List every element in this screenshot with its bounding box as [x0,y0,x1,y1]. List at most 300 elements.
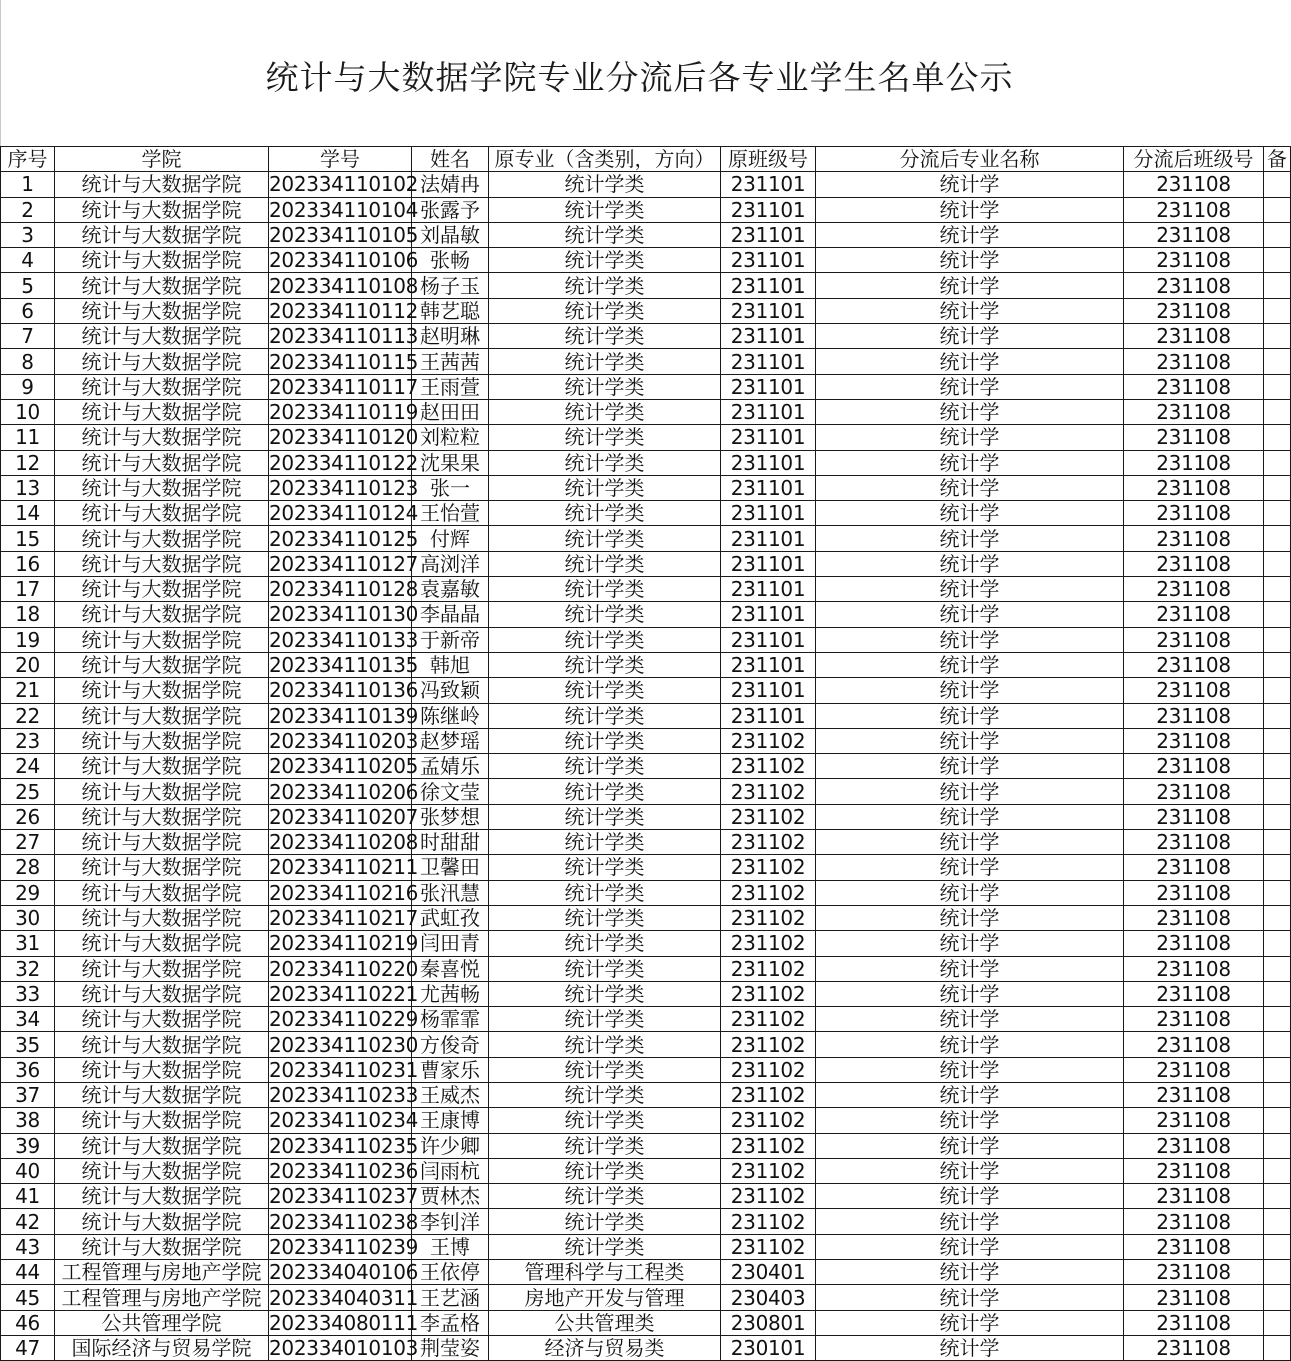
student-list-table [0,146,1291,1361]
table-cell: 20 [1,652,55,677]
header-cell: 学号 [269,147,412,172]
table-cell: 统计学 [816,273,1124,298]
table-cell: 43 [1,1234,55,1259]
table-cell: 统计学 [816,981,1124,1006]
table-cell: 4 [1,248,55,273]
table-cell: 10 [1,399,55,424]
table-cell: 231108 [1124,1335,1264,1360]
table-cell: 统计学 [816,728,1124,753]
table-cell: 231101 [721,172,816,197]
table-cell: 统计与大数据学院 [55,804,269,829]
table-cell: 202334110120 [269,425,419,450]
table-cell: 统计学 [816,1057,1124,1082]
table-cell: 231108 [1124,1007,1264,1032]
table-cell: 33 [1,981,55,1006]
table-cell: 21 [1,678,55,703]
table-cell [1264,1310,1291,1335]
table-cell: 231101 [721,602,816,627]
header-cell: 分流后班级号 [1124,147,1264,172]
table-cell: 统计学 [816,703,1124,728]
table-cell: 231102 [721,855,816,880]
table-cell: 统计与大数据学院 [55,248,269,273]
table-cell [1264,855,1291,880]
table-cell: 202334110203 [269,728,419,753]
table-cell: 统计与大数据学院 [55,1234,269,1259]
table-cell [1264,602,1291,627]
table-cell: 国际经济与贸易学院 [55,1335,269,1360]
table-cell [1264,830,1291,855]
table-row [1,273,1291,298]
table-cell: 231108 [1124,754,1264,779]
table-cell: 231101 [721,374,816,399]
table-cell: 统计学 [816,1260,1124,1285]
table-cell: 202334110206 [269,779,419,804]
table-cell: 统计学类 [489,678,721,703]
table-cell: 统计与大数据学院 [55,728,269,753]
table-cell: 张畅 [412,248,489,273]
table-cell: 202334110106 [269,248,419,273]
table-cell: 统计学 [816,627,1124,652]
table-cell: 231101 [721,248,816,273]
table-cell: 202334110229 [269,1007,419,1032]
table-cell [1264,931,1291,956]
table-cell: 231101 [721,501,816,526]
table-cell: 231102 [721,905,816,930]
table-cell: 徐文莹 [412,779,489,804]
table-cell: 法婧冉 [412,172,489,197]
table-cell: 统计与大数据学院 [55,1158,269,1183]
table-cell: 统计与大数据学院 [55,298,269,323]
table-cell: 231108 [1124,678,1264,703]
table-row [1,1082,1291,1107]
table-cell: 统计与大数据学院 [55,1184,269,1209]
table-cell: 统计学 [816,1032,1124,1057]
table-cell: 202334110231 [269,1057,419,1082]
table-cell: 统计与大数据学院 [55,1057,269,1082]
table-cell: 统计学 [816,880,1124,905]
table-cell [1264,1007,1291,1032]
table-cell: 李晶晶 [412,602,489,627]
table-row [1,1260,1291,1285]
table-cell: 202334110119 [269,400,419,425]
table-cell: 刘粒粒 [412,425,489,450]
table-cell: 秦喜悦 [412,956,489,981]
table-cell: 202334080111 [269,1310,419,1335]
table-cell [1264,526,1291,551]
table-row [1,551,1291,576]
table-cell: 231108 [1124,273,1264,298]
table-cell: 6 [1,298,55,323]
table-cell: 房地产开发与管理 [489,1285,721,1310]
table-cell: 统计学 [816,551,1124,576]
table-cell [1264,1158,1291,1183]
table-cell: 统计学类 [489,652,721,677]
table-cell: 王康博 [412,1108,489,1133]
table-cell: 231108 [1124,855,1264,880]
table-cell: 231108 [1124,1209,1264,1234]
table-row [1,399,1291,424]
table-cell: 231108 [1124,728,1264,753]
table-cell: 231108 [1124,374,1264,399]
table-cell [1264,1209,1291,1234]
table-cell: 统计学 [816,248,1124,273]
table-cell: 231101 [721,703,816,728]
table-cell: 44 [1,1260,55,1285]
table-cell: 统计学类 [489,779,721,804]
table-cell: 18 [1,602,55,627]
table-cell: 15 [1,526,55,551]
table-cell: 统计学 [816,349,1124,374]
table-cell: 231108 [1124,450,1264,475]
table-cell: 统计学 [816,1285,1124,1310]
table-cell: 统计与大数据学院 [55,905,269,930]
table-cell: 231101 [721,399,816,424]
table-cell: 统计学 [816,1133,1124,1158]
table-row [1,172,1291,197]
table-cell: 统计与大数据学院 [55,273,269,298]
table-cell: 统计学 [816,956,1124,981]
table-cell: 34 [1,1007,55,1032]
table-row [1,197,1291,222]
table-cell: 231102 [721,1032,816,1057]
table-cell: 袁嘉敏 [412,577,489,602]
table-cell: 统计学类 [489,1184,721,1209]
table-cell: 231101 [721,526,816,551]
table-cell: 202334110108 [269,273,419,298]
table-cell: 时甜甜 [412,830,489,855]
table-cell: 231108 [1124,703,1264,728]
table-row [1,779,1291,804]
table-cell: 26 [1,804,55,829]
table-cell [1264,1082,1291,1107]
table-row [1,298,1291,323]
table-cell [1264,425,1291,450]
table-cell: 统计与大数据学院 [55,324,269,349]
table-row [1,880,1291,905]
table-row [1,905,1291,930]
table-cell: 统计学 [816,1184,1124,1209]
table-cell: 24 [1,754,55,779]
table-cell: 统计与大数据学院 [55,830,269,855]
table-cell: 231108 [1124,324,1264,349]
table-cell: 统计学类 [489,855,721,880]
table-cell: 统计学类 [489,1082,721,1107]
table-cell: 统计学 [816,652,1124,677]
table-cell: 于新帝 [412,627,489,652]
table-cell: 9 [1,374,55,399]
table-cell: 统计学类 [489,450,721,475]
table-cell: 202334040106 [269,1260,419,1285]
table-cell: 231101 [721,475,816,500]
table-cell: 统计学类 [489,222,721,247]
table-row [1,1234,1291,1259]
table-cell: 方俊奇 [412,1032,489,1057]
table-cell: 231108 [1124,298,1264,323]
table-cell: 统计学 [816,501,1124,526]
table-cell [1264,703,1291,728]
table-cell: 统计与大数据学院 [55,1007,269,1032]
table-cell: 统计学 [816,905,1124,930]
table-cell: 202334110112 [269,298,419,323]
table-cell: 统计学类 [489,577,721,602]
table-cell: 231108 [1124,222,1264,247]
header-cell: 姓名 [412,147,489,172]
table-cell: 231101 [721,273,816,298]
table-cell: 231108 [1124,804,1264,829]
table-cell: 统计学类 [489,956,721,981]
table-cell: 统计学 [816,172,1124,197]
table-cell: 统计学类 [489,602,721,627]
table-cell: 统计学类 [489,526,721,551]
table-cell: 统计与大数据学院 [55,501,269,526]
table-row [1,349,1291,374]
table-cell: 统计学 [816,602,1124,627]
table-cell: 202334110128 [269,577,419,602]
table-cell: 统计与大数据学院 [55,526,269,551]
table-cell [1264,374,1291,399]
table-cell [1264,1032,1291,1057]
student-list-table-container [0,146,1287,1361]
table-cell: 27 [1,830,55,855]
table-cell: 卫馨田 [412,855,489,880]
table-cell: 231102 [721,754,816,779]
table-cell [1264,804,1291,829]
table-cell: 许少卿 [412,1133,489,1158]
table-cell: 高浏洋 [412,551,489,576]
table-cell: 231108 [1124,399,1264,424]
table-cell: 231108 [1124,1082,1264,1107]
table-cell: 统计学类 [489,197,721,222]
table-cell: 张汛慧 [412,880,489,905]
table-row [1,577,1291,602]
table-cell: 7 [1,324,55,349]
table-cell: 202334110124 [269,501,419,526]
header-row [1,147,1291,172]
table-row [1,1007,1291,1032]
table-cell: 统计学 [816,1158,1124,1183]
table-cell: 统计学类 [489,1234,721,1259]
table-cell: 231108 [1124,172,1264,197]
table-cell: 统计学 [816,1108,1124,1133]
table-cell: 231108 [1124,1260,1264,1285]
table-cell: 231101 [721,577,816,602]
table-row [1,754,1291,779]
table-cell [1264,399,1291,424]
table-cell: 张一 [412,475,489,500]
table-cell: 统计学类 [489,298,721,323]
table-cell: 202334110133 [269,627,419,652]
table-row [1,1133,1291,1158]
table-cell: 231102 [721,1158,816,1183]
table-cell: 231108 [1124,1108,1264,1133]
table-cell: 统计与大数据学院 [55,627,269,652]
table-cell [1264,298,1291,323]
table-cell: 统计与大数据学院 [55,855,269,880]
table-cell [1264,956,1291,981]
table-cell: 202334040311 [269,1285,419,1310]
table-cell: 统计与大数据学院 [55,1133,269,1158]
table-cell: 统计学类 [489,931,721,956]
table-cell: 统计学 [816,577,1124,602]
table-cell: 22 [1,703,55,728]
table-cell: 47 [1,1335,55,1360]
table-cell: 202334110235 [269,1133,419,1158]
table-cell: 202334110139 [269,703,419,728]
table-cell: 统计学类 [489,728,721,753]
table-cell: 统计学 [816,754,1124,779]
table-cell: 231102 [721,931,816,956]
table-cell: 统计与大数据学院 [55,1209,269,1234]
table-cell: 赵田田 [412,399,489,424]
table-cell: 231108 [1124,627,1264,652]
table-cell: 231102 [721,1108,816,1133]
table-cell: 231102 [721,1209,816,1234]
table-row [1,248,1291,273]
table-cell [1264,627,1291,652]
table-cell [1264,172,1291,197]
table-cell: 231108 [1124,880,1264,905]
table-cell: 统计学 [816,804,1124,829]
table-cell: 12 [1,450,55,475]
table-cell: 统计学类 [489,475,721,500]
table-cell: 202334110216 [269,880,419,905]
table-cell: 202334110104 [269,197,419,222]
table-cell: 202334110238 [269,1209,419,1234]
table-cell: 231101 [721,652,816,677]
table-cell [1264,652,1291,677]
table-row [1,1158,1291,1183]
table-cell: 231101 [721,298,816,323]
table-cell: 202334110136 [269,678,419,703]
table-row [1,222,1291,247]
table-cell: 231108 [1124,905,1264,930]
table-cell: 李钊洋 [412,1209,489,1234]
table-cell: 231102 [721,1007,816,1032]
table-cell: 202334110113 [269,324,419,349]
table-cell: 31 [1,931,55,956]
table-cell: 28 [1,855,55,880]
table-cell: 231108 [1124,1057,1264,1082]
table-cell: 32 [1,956,55,981]
table-cell: 统计与大数据学院 [55,931,269,956]
table-cell [1264,1184,1291,1209]
table-cell [1264,551,1291,576]
table-cell: 杨霏霏 [412,1007,489,1032]
table-cell: 231101 [721,324,816,349]
table-cell: 管理科学与工程类 [489,1260,721,1285]
table-cell: 武虹孜 [412,905,489,930]
table-cell: 公共管理学院 [55,1310,269,1335]
table-cell: 统计与大数据学院 [55,1082,269,1107]
table-cell: 231108 [1124,956,1264,981]
table-cell: 202334110230 [269,1032,419,1057]
table-cell: 231108 [1124,652,1264,677]
table-cell: 231101 [721,551,816,576]
table-cell: 统计学 [816,1335,1124,1360]
table-cell: 统计学类 [489,349,721,374]
table-cell: 202334110221 [269,981,419,1006]
table-cell [1264,1260,1291,1285]
table-cell: 202334110219 [269,931,419,956]
table-cell: 工程管理与房地产学院 [55,1285,269,1310]
table-cell: 231108 [1124,931,1264,956]
table-row [1,728,1291,753]
table-cell: 202334110205 [269,754,419,779]
table-cell: 45 [1,1285,55,1310]
table-cell [1264,349,1291,374]
table-cell: 42 [1,1209,55,1234]
table-cell: 统计学类 [489,830,721,855]
table-row [1,855,1291,880]
table-cell: 25 [1,779,55,804]
table-cell: 38 [1,1108,55,1133]
table-cell: 231102 [721,1234,816,1259]
table-cell: 贾林杰 [412,1184,489,1209]
table-cell: 13 [1,475,55,500]
table-cell: 荆莹姿 [412,1335,489,1360]
table-cell: 231101 [721,197,816,222]
table-cell: 统计与大数据学院 [55,399,269,424]
table-cell: 202334110239 [269,1234,419,1259]
table-cell: 统计学类 [489,1133,721,1158]
table-cell: 29 [1,880,55,905]
table-cell [1264,905,1291,930]
table-cell: 统计学 [816,830,1124,855]
table-cell: 统计学 [816,425,1124,450]
table-row [1,1184,1291,1209]
table-cell: 46 [1,1310,55,1335]
table-cell: 202334110211 [269,855,419,880]
table-cell: 王艺涵 [412,1285,489,1310]
table-cell: 统计与大数据学院 [55,602,269,627]
table-cell: 王威杰 [412,1082,489,1107]
table-row [1,526,1291,551]
table-cell: 19 [1,627,55,652]
header-cell: 原班级号 [721,147,816,172]
table-cell: 231102 [721,804,816,829]
table-cell: 统计学类 [489,905,721,930]
table-row [1,956,1291,981]
header-cell: 学院 [55,147,269,172]
table-cell: 231108 [1124,981,1264,1006]
table-cell: 统计学 [816,1209,1124,1234]
table-cell: 202334110102 [269,172,419,197]
table-cell: 统计学类 [489,172,721,197]
table-cell: 统计学 [816,222,1124,247]
table-cell: 统计学 [816,399,1124,424]
table-cell: 统计学 [816,475,1124,500]
table-cell [1264,197,1291,222]
table-cell: 统计学 [816,855,1124,880]
table-cell: 尤茜畅 [412,981,489,1006]
table-cell [1264,273,1291,298]
table-cell: 统计学类 [489,551,721,576]
header-cell: 分流后专业名称 [816,147,1124,172]
table-cell: 202334110125 [269,526,419,551]
table-cell: 231108 [1124,349,1264,374]
table-cell: 统计学类 [489,880,721,905]
table-cell: 231108 [1124,425,1264,450]
table-cell: 231101 [721,222,816,247]
table-cell: 230101 [721,1335,816,1360]
table-cell: 230801 [721,1310,816,1335]
table-cell [1264,222,1291,247]
table-cell [1264,1108,1291,1133]
table-cell: 231102 [721,779,816,804]
table-cell [1264,779,1291,804]
table-row [1,374,1291,399]
table-cell: 曹家乐 [412,1057,489,1082]
